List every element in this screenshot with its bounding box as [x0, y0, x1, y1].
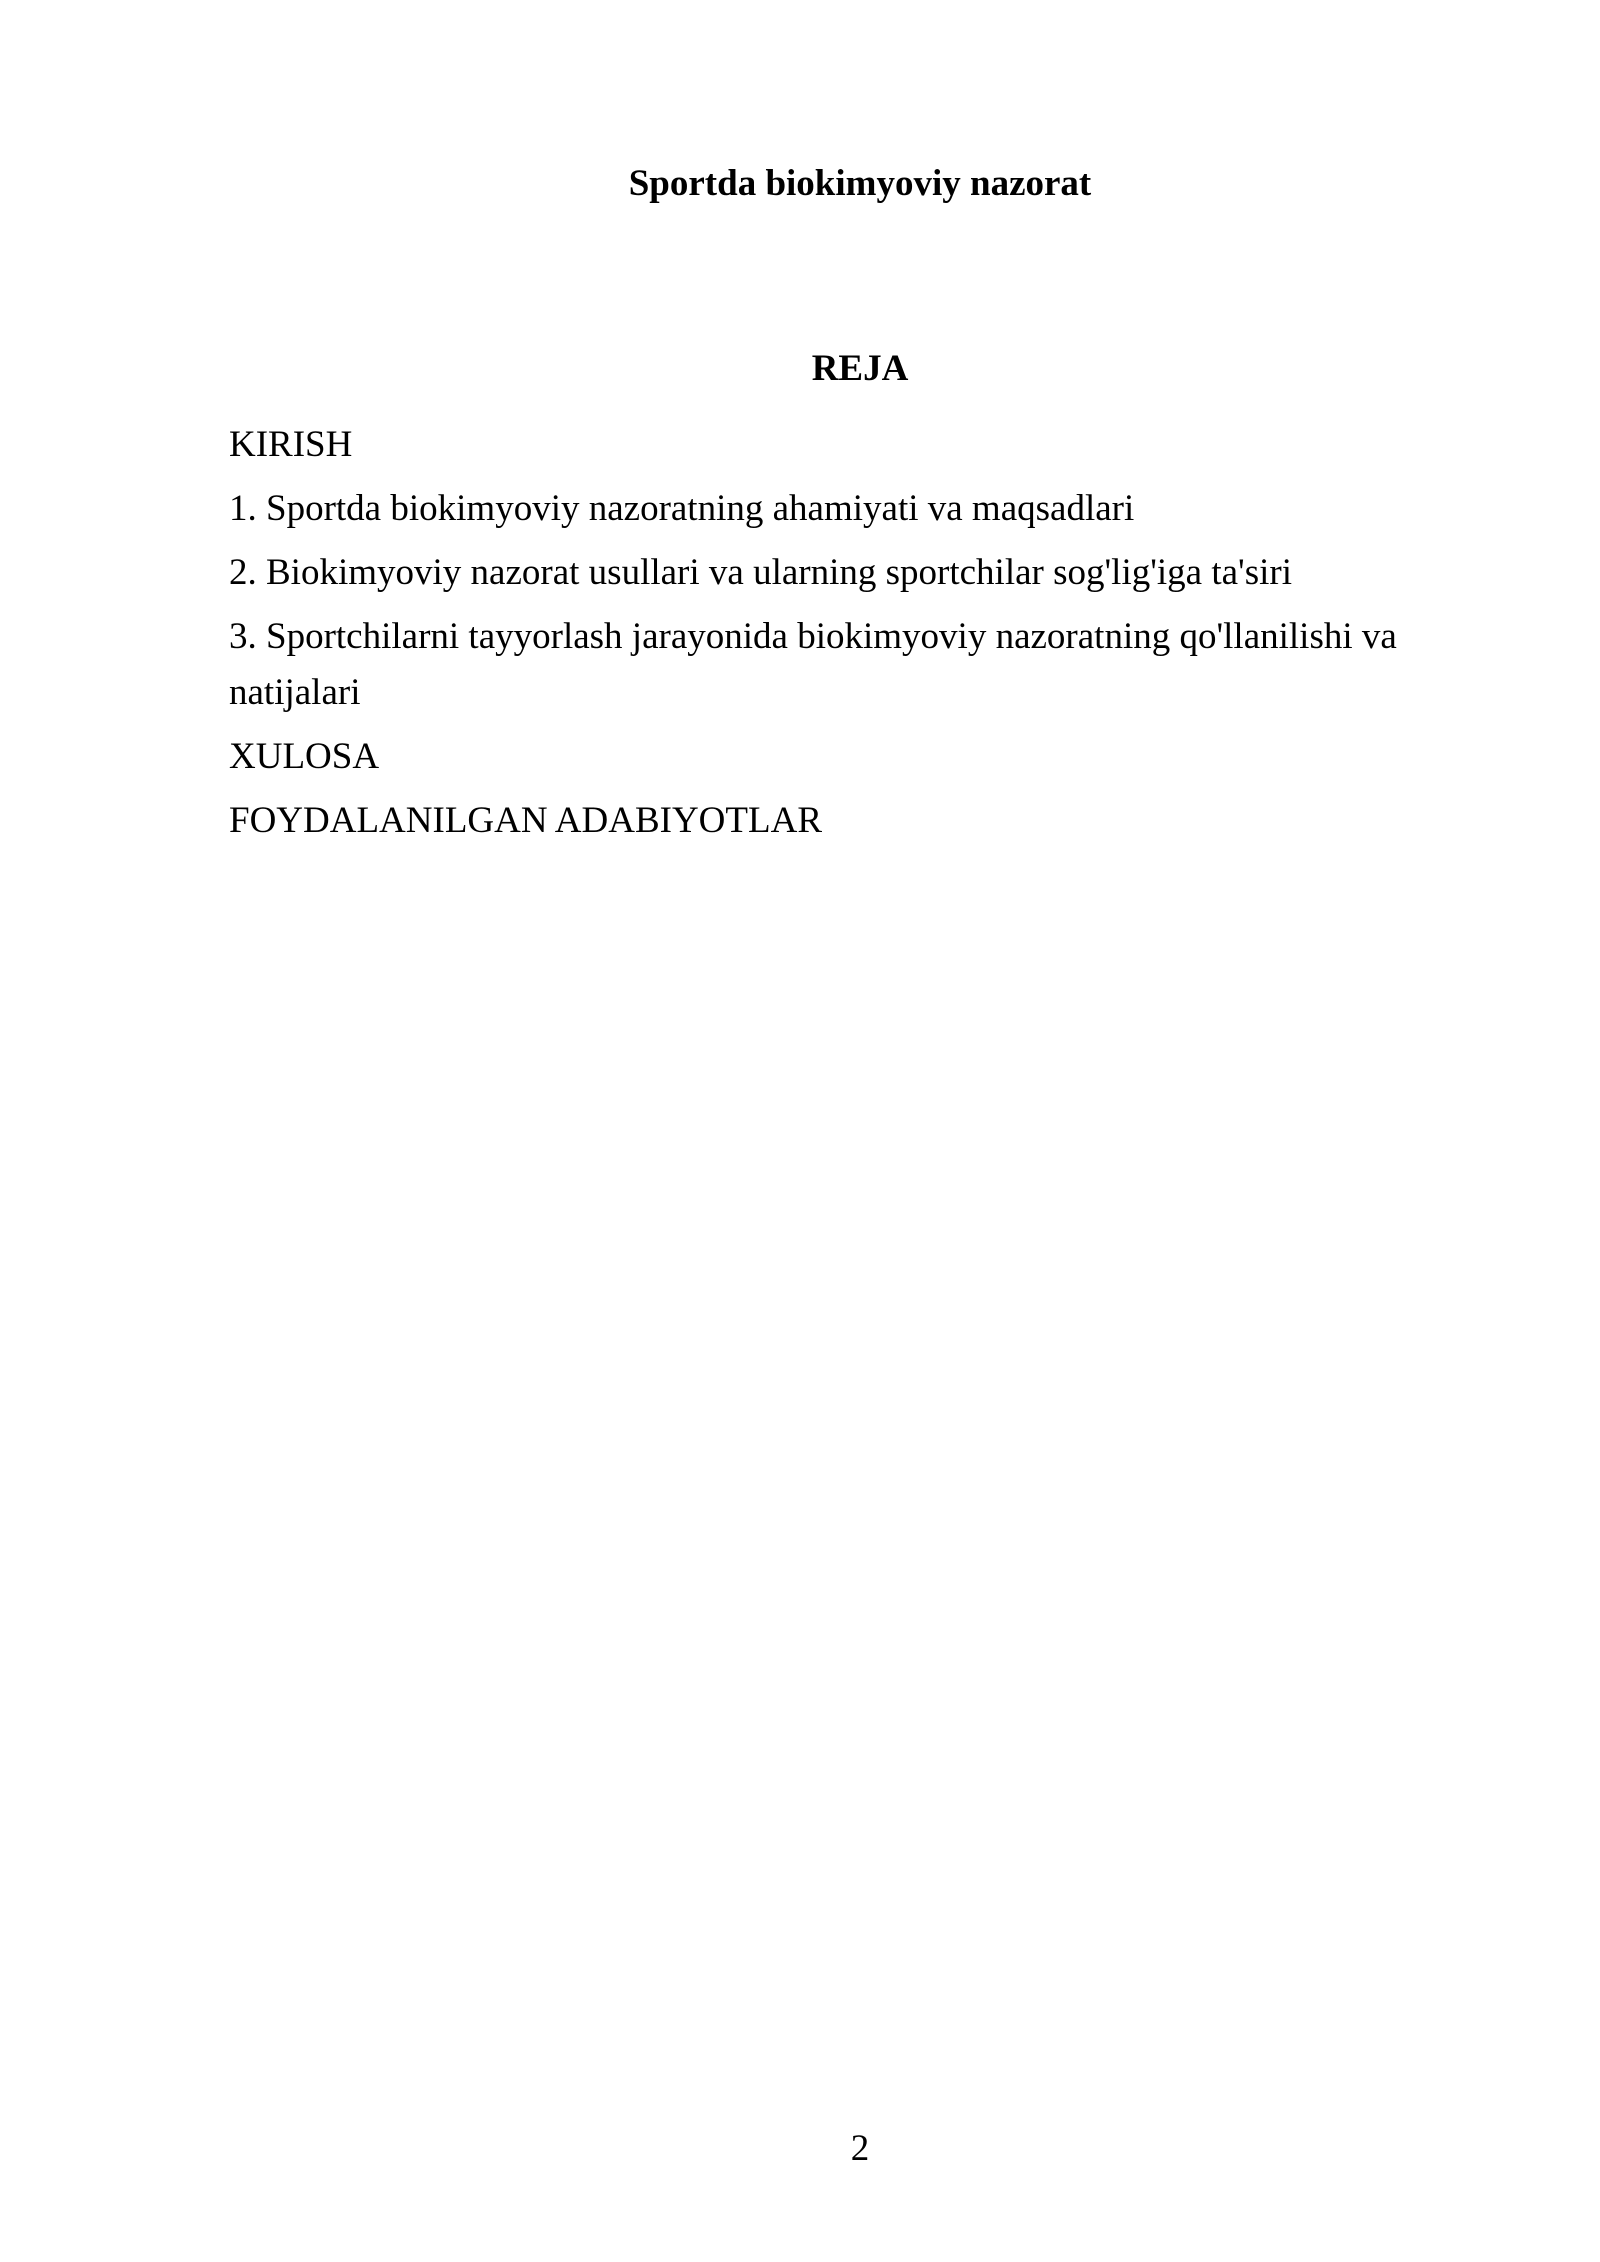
- plan-list: [229, 417, 1429, 857]
- plan-item-1: 1. Sportda biokimyoviy nazoratning ahamiyati va maqsadlari: [229, 488, 1135, 529]
- plan-heading: REJA: [811, 348, 909, 389]
- plan-item-introduction: KIRISH: [229, 424, 353, 465]
- page-number: 2: [850, 2128, 870, 2169]
- document-title: Sportda biokimyoviy nazorat: [628, 163, 1092, 204]
- plan-item-2: 2. Biokimyoviy nazorat usullari va ularning sportchilar sog'lig'iga ta'siri: [229, 552, 1292, 593]
- plan-item-references: FOYDALANILGAN ADABIYOTLAR: [229, 800, 822, 841]
- plan-item-3: 3. Sportchilarni tayyorlash jarayonida biokimyoviy nazoratning qo'llanilishi va natijalari: [229, 616, 1397, 713]
- plan-item-conclusion: XULOSA: [229, 736, 380, 777]
